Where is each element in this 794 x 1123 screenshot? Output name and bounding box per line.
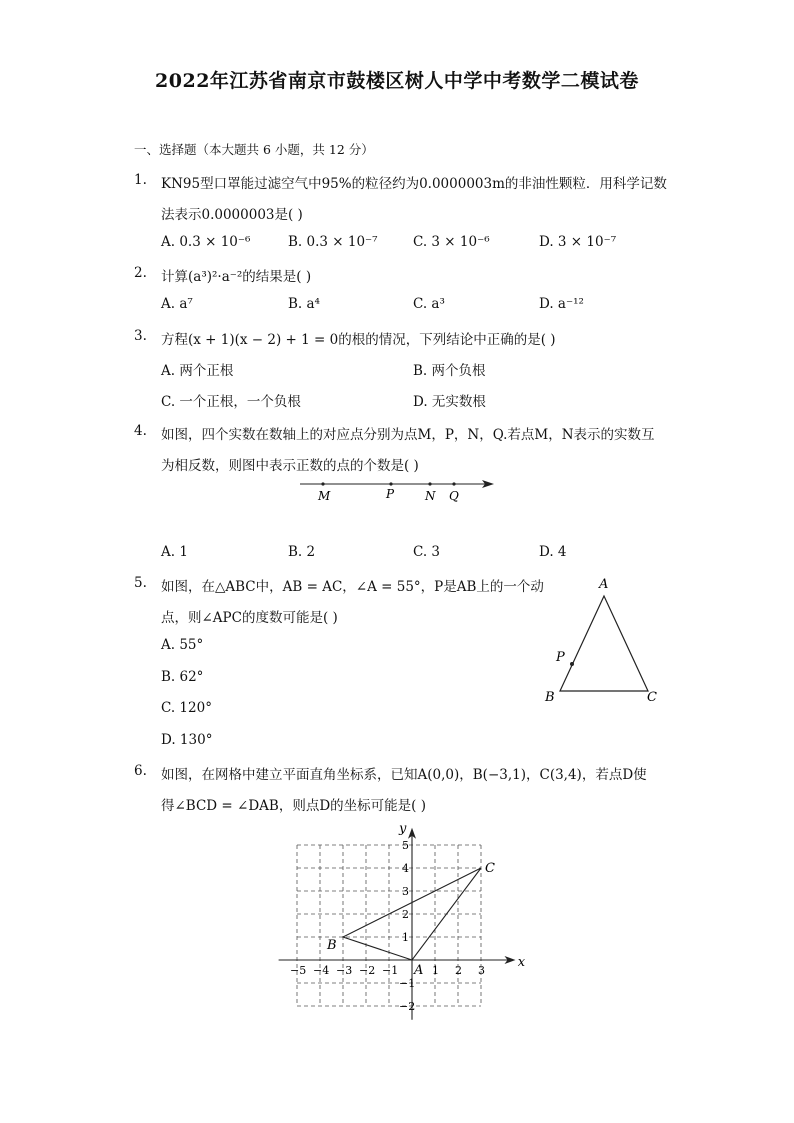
page-title: 2022年江苏省南京市鼓楼区树人中学中考数学二模试卷 — [155, 70, 639, 92]
question-1-number: 1. — [134, 172, 147, 188]
question-2-option-b: B. a⁴ — [288, 296, 320, 312]
question-4-option-b: B. 2 — [288, 544, 316, 560]
y-tick-label: 5 — [402, 839, 409, 852]
point-n-label: N — [425, 489, 436, 503]
question-2-line-1: 计算(a³)²·a⁻²的结果是( ) — [161, 269, 312, 285]
triangle-abc — [560, 596, 648, 691]
question-5-line-2: 点，则∠APC的度数可能是( ) — [161, 610, 338, 626]
x-tick-label: −1 — [382, 964, 399, 977]
x-tick-label: −5 — [290, 964, 307, 977]
point-p-dot — [389, 482, 392, 485]
question-3-option-b: B. 两个负根 — [413, 363, 486, 379]
question-6-line-2: 得∠BCD = ∠DAB，则点D的坐标可能是( ) — [161, 798, 426, 814]
y-tick-label: 2 — [402, 908, 409, 921]
number-line-figure — [290, 472, 505, 508]
vertex-a-label: A — [599, 577, 609, 592]
question-6-number: 6. — [134, 763, 147, 779]
point-c-label: C — [485, 861, 495, 876]
x-tick-label: 2 — [455, 964, 462, 977]
question-2-option-d: D. a⁻¹² — [539, 296, 584, 312]
question-3-line-1: 方程(x + 1)(x − 2) + 1 = 0的根的情况，下列结论中正确的是( ) — [161, 332, 556, 348]
question-4-line-1: 如图，四个实数在数轴上的对应点分别为点M，P，N，Q.若点M，N表示的实数互 — [161, 427, 655, 443]
y-tick-label: −2 — [399, 1000, 416, 1013]
point-m-dot — [321, 482, 324, 485]
point-a-label: A — [414, 963, 424, 978]
vertex-c-label: C — [647, 690, 657, 705]
question-2-option-c: C. a³ — [413, 296, 445, 312]
question-4-number: 4. — [134, 423, 147, 439]
point-p-dot — [570, 662, 574, 666]
question-6-line-1: 如图，在网格中建立平面直角坐标系，已知A(0,0)，B(−3,1)，C(3,4)，若点D使 — [161, 767, 647, 783]
question-4-option-d: D. 4 — [539, 544, 567, 560]
point-n-dot — [428, 482, 431, 485]
vertex-b-label: B — [545, 690, 555, 705]
x-tick-label: −3 — [336, 964, 353, 977]
point-q-label: Q — [449, 489, 459, 503]
question-1-option-d: D. 3 × 10⁻⁷ — [539, 234, 617, 250]
question-2-option-a: A. a⁷ — [161, 296, 193, 312]
question-4-option-c: C. 3 — [413, 544, 441, 560]
question-1-line-1: KN95型口罩能过滤空气中95%的粒径约为0.0000003m的非油性颗粒．用科学记数 — [161, 176, 667, 192]
question-5-line-1: 如图，在△ABC中，AB = AC，∠A = 55°，P是AB上的一个动 — [161, 579, 544, 595]
question-5-number: 5. — [134, 575, 147, 591]
question-4-option-a: A. 1 — [161, 544, 188, 560]
section-heading: 一、选择题（本大题共 6 小题，共 12 分） — [134, 142, 374, 157]
triangle-figure — [540, 572, 665, 708]
question-1-option-a: A. 0.3 × 10⁻⁶ — [161, 234, 251, 250]
x-tick-label: 1 — [432, 964, 439, 977]
point-m-label: M — [318, 489, 331, 503]
question-5-option-c: C. 120° — [161, 700, 212, 716]
point-b-label: B — [327, 938, 337, 953]
x-tick-label: 3 — [478, 964, 485, 977]
point-p-label: P — [556, 650, 565, 665]
question-5-option-a: A. 55° — [161, 637, 204, 653]
question-1-option-b: B. 0.3 × 10⁻⁷ — [288, 234, 378, 250]
y-tick-label: 4 — [402, 862, 409, 875]
y-axis-label: y — [399, 821, 407, 837]
x-tick-label: −2 — [359, 964, 376, 977]
question-3-option-a: A. 两个正根 — [161, 363, 234, 379]
question-4-line-2: 为相反数，则图中表示正数的点的个数是( ) — [161, 458, 419, 474]
question-1-option-c: C. 3 × 10⁻⁶ — [413, 234, 490, 250]
point-q-dot — [452, 482, 455, 485]
y-tick-label: 3 — [402, 885, 409, 898]
coordinate-grid-figure — [270, 812, 530, 1022]
y-tick-label: 1 — [402, 931, 409, 944]
question-2-number: 2. — [134, 265, 147, 281]
question-1-line-2: 法表示0.0000003是( ) — [161, 207, 303, 223]
question-3-option-c: C. 一个正根，一个负根 — [161, 394, 301, 410]
question-5-option-b: B. 62° — [161, 669, 204, 685]
question-3-number: 3. — [134, 328, 147, 344]
question-5-option-d: D. 130° — [161, 732, 213, 748]
question-3-option-d: D. 无实数根 — [413, 394, 486, 410]
point-p-label: P — [386, 487, 395, 501]
x-axis-label: x — [517, 955, 526, 970]
x-tick-label: −4 — [313, 964, 330, 977]
y-tick-label: −1 — [399, 977, 416, 990]
